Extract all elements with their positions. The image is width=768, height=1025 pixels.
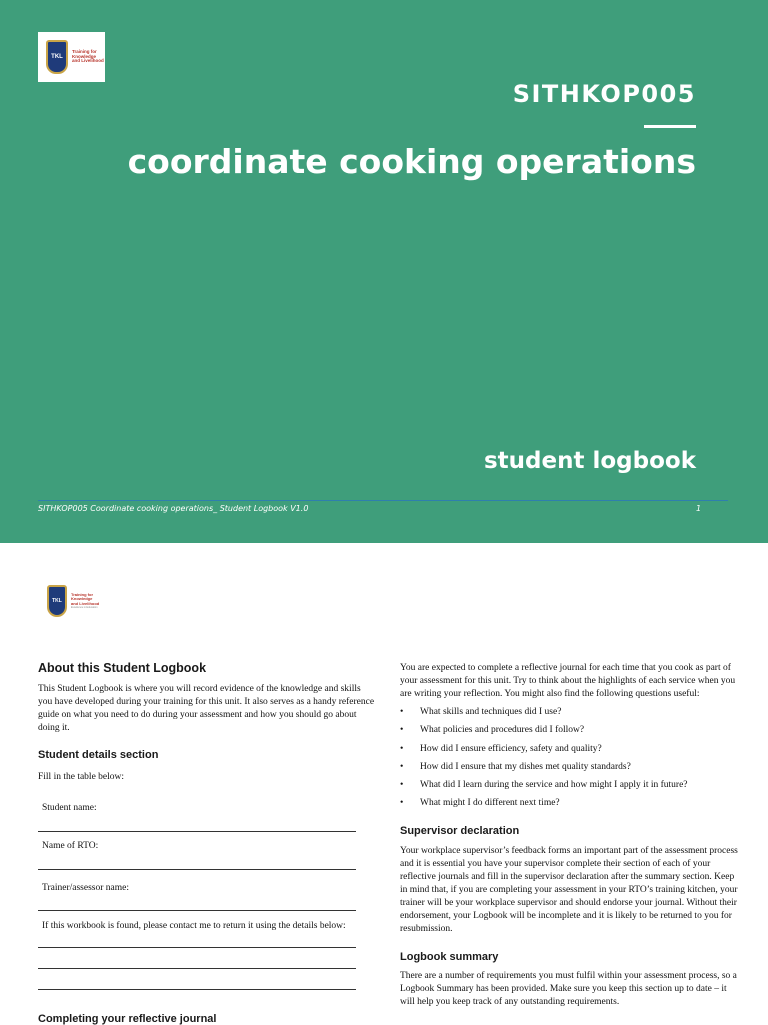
logo-line3: and Livelihood — [71, 600, 100, 606]
about-line: This Student Logbook is where you will record evidence of the knowledge and skills — [38, 684, 361, 694]
trainer-name-line[interactable] — [38, 910, 356, 911]
student-name-label: Student name: — [42, 803, 97, 813]
details-heading: Student details section — [38, 749, 159, 761]
logo-abbr: TKL — [52, 598, 62, 604]
supervisor-line: in mind that, if you are completing your assessment in your RTO’s training kitchen, your — [400, 885, 738, 895]
journal-heading: Completing your reflective journal — [38, 1013, 217, 1025]
trainer-name-label: Trainer/assessor name: — [42, 883, 129, 893]
rto-name-line[interactable] — [38, 869, 356, 870]
bullet-icon: • — [400, 780, 404, 791]
unit-title: coordinate cooking operations — [127, 142, 696, 181]
bullet-icon: • — [400, 798, 404, 809]
intro-line: your assessment for this unit. Try to think about the highlights of each service when you — [400, 676, 736, 686]
supervisor-line: reflective journals and fill in the supervisor declaration after the summary section. Keep — [400, 872, 735, 882]
about-line: doing it. — [38, 723, 70, 733]
content-page — [0, 543, 768, 1024]
footer-divider — [38, 500, 728, 501]
tkl-shield-icon — [46, 40, 68, 74]
question-text: How did I ensure that my dishes met quality standards? — [420, 761, 631, 772]
logo-line3: and Livelihood — [72, 58, 104, 64]
list-item — [400, 725, 740, 743]
reflection-questions — [400, 707, 740, 817]
summary-line: Logbook Summary has been provided. Make sure you keep this section up to date – it — [400, 984, 727, 994]
list-item — [400, 798, 740, 816]
contact-line-1[interactable] — [38, 947, 356, 948]
logo-wordmark — [71, 593, 99, 609]
bullet-icon: • — [400, 743, 404, 754]
supervisor-line: trainer will be your workplace supervisor and should endorse your journal. Without their — [400, 898, 737, 908]
list-item — [400, 707, 740, 725]
intro-line: are writing your reflection. You might also find the following questions useful: — [400, 689, 700, 699]
details-intro: Fill in the table below: — [38, 772, 125, 782]
logo-line1: Training for — [71, 592, 93, 598]
rto-name-label: Name of RTO: — [42, 841, 99, 851]
bullet-icon: • — [400, 707, 404, 717]
question-text: How did I ensure efficiency, safety and quality? — [420, 743, 602, 754]
supervisor-line: endorsement, your Logbook will be incomplete and it is likely to be returned to you for — [400, 911, 732, 921]
found-contact-label: If this workbook is found, please contact me to return it using the details below: — [42, 921, 346, 931]
student-name-line[interactable] — [38, 831, 356, 832]
intro-line: You are expected to complete a reflective journal for each time that you cook as part of — [400, 663, 731, 673]
footer-text: SITHKOP005 Coordinate cooking operations_ Student Logbook V1.0 — [38, 504, 309, 513]
contact-line-3[interactable] — [38, 989, 356, 990]
about-heading: About this Student Logbook — [38, 661, 207, 675]
supervisor-line: Your workplace supervisor’s feedback forms an important part of the assessment process — [400, 846, 738, 856]
bullet-icon: • — [400, 725, 404, 736]
page-number: 1 — [696, 504, 702, 513]
supervisor-line: resubmission. — [400, 924, 453, 934]
page-logo — [44, 581, 104, 621]
logo-abbr: TKL — [51, 54, 63, 60]
question-text: What might I do different next time? — [420, 798, 560, 809]
logo-line2: Knowledge — [71, 596, 93, 602]
summary-line: There are a number of requirements you must fulfil within your assessment process, so a — [400, 971, 737, 981]
cover-logo — [38, 32, 105, 82]
question-text: What did I learn during the service and how might I apply it in future? — [420, 780, 688, 791]
unit-code: SITHKOP005 — [512, 80, 696, 108]
supervisor-line: and it is essential you have your supervisor complete their section of each of your — [400, 859, 711, 869]
summary-line: will help you keep track of any outstanding requirements. — [400, 997, 620, 1007]
list-item — [400, 744, 740, 762]
logo-tagline: Excellence in Education — [71, 605, 98, 609]
about-line: you have developed during your training for this unit. It also serves as a handy reference — [38, 697, 375, 707]
bullet-icon: • — [400, 761, 404, 772]
summary-heading: Logbook summary — [400, 951, 499, 963]
list-item — [400, 762, 740, 780]
list-item — [400, 780, 740, 798]
tkl-shield-icon — [47, 585, 67, 617]
logo-wordmark — [72, 50, 104, 64]
title-divider — [644, 125, 696, 128]
logo-line1: Training for — [72, 48, 97, 54]
document-subtitle: student logbook — [483, 448, 696, 474]
logo-line2: Knowledge — [72, 53, 97, 59]
contact-line-2[interactable] — [38, 968, 356, 969]
supervisor-heading: Supervisor declaration — [400, 825, 520, 837]
question-text: What policies and procedures did I follow? — [420, 725, 585, 736]
about-line: guide on what you need to do during your assessment and how you should go about — [38, 710, 357, 720]
question-text: What skills and techniques did I use? — [420, 707, 562, 717]
